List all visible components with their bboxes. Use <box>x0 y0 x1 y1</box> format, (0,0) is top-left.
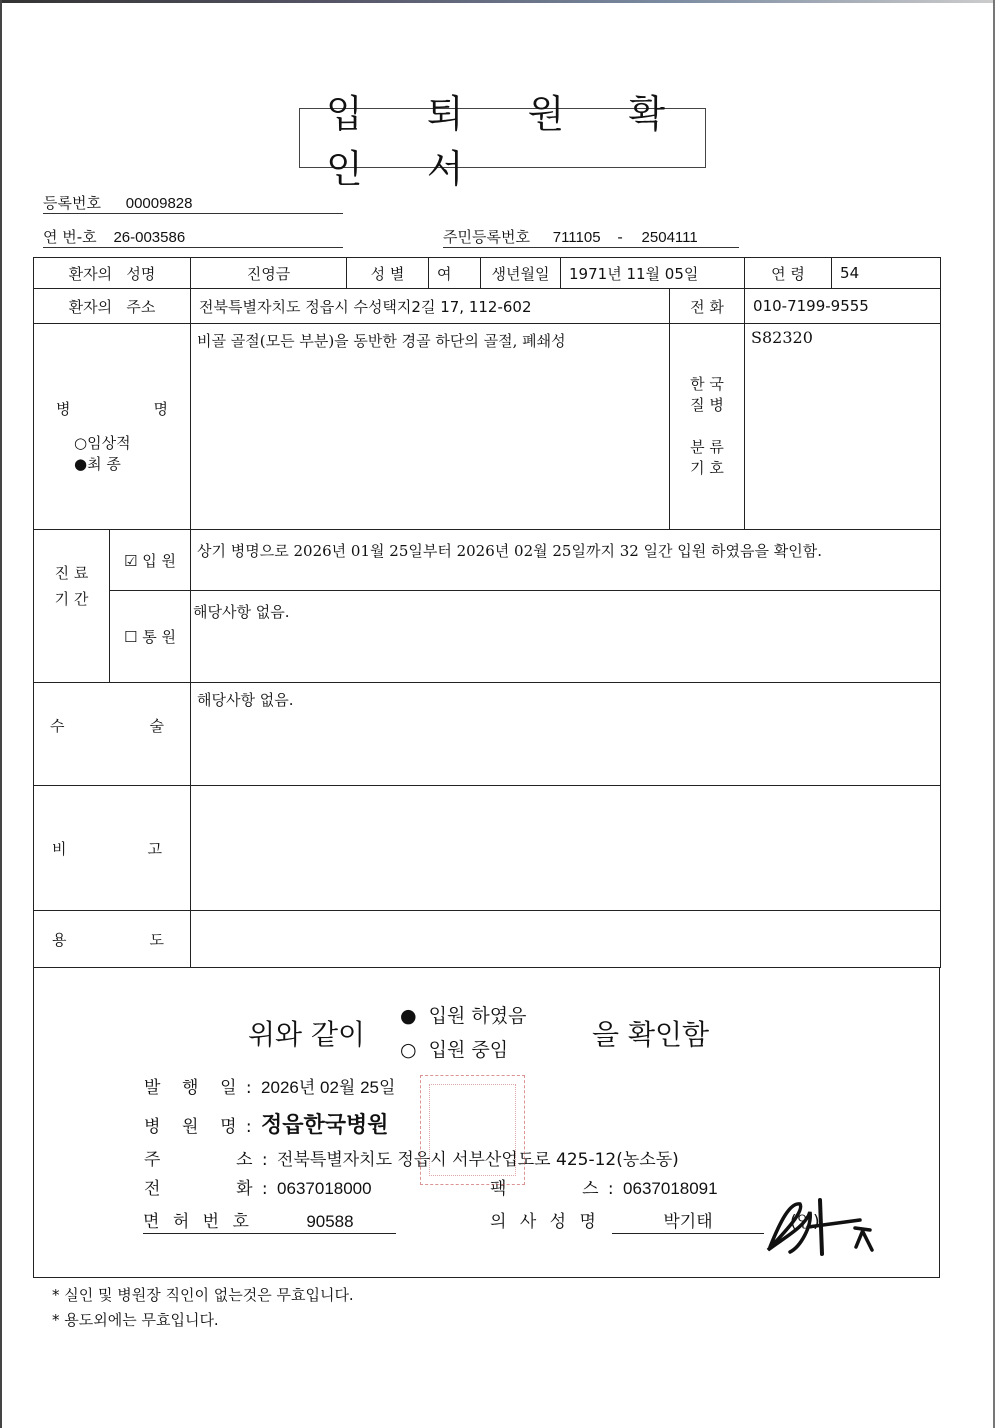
seal-mark: (인) <box>790 1212 820 1232</box>
hospital-fax-row: 팩 스 : 0637018091 <box>490 1179 718 1199</box>
hospital-address-row: 주 소 : 전북특별자치도 정읍시 서부산업도로 425-12(농소동) <box>144 1150 679 1170</box>
kcd-label-line: 질 병 <box>690 396 724 414</box>
remarks-row <box>34 786 941 911</box>
registration-number-row <box>43 192 343 214</box>
surgery-text: 해당사항 없음. <box>191 683 941 786</box>
patient-name-label: 환자의 성명 <box>34 258 191 289</box>
resident-number-row <box>443 226 739 248</box>
hospital-phone-row: 전 화 : 0637018000 <box>144 1179 372 1199</box>
license-value: 90588 <box>306 1212 354 1231</box>
dob-value: 1971년 11월 05일 <box>561 258 745 289</box>
issue-date-row: 발 행 일 : 2026년 02월 25일 <box>144 1078 396 1098</box>
diagnosis-row <box>34 324 941 530</box>
remarks-label: 비 고 <box>34 786 191 911</box>
radio-empty-icon: ○ <box>74 434 88 452</box>
doctor-name: 박기태 <box>612 1207 764 1234</box>
hospital-phone-value: 0637018000 <box>277 1179 372 1198</box>
hospital-fax-value: 0637018091 <box>623 1179 718 1198</box>
patient-address-label: 환자의 주소 <box>34 289 191 324</box>
hospital-label: 병 원 명 <box>144 1117 237 1137</box>
inpatient-text: 상기 병명으로 2026년 01월 25일부터 2026년 02월 25일까지 32 일간 입원 하였음을 확인함. <box>191 530 941 591</box>
inpatient-checkbox[interactable]: ☑ 입 원 <box>110 530 191 591</box>
resident-number-back: 2504111 <box>641 229 698 246</box>
outpatient-text: 해당사항 없음. <box>191 591 941 683</box>
confirmation-prefix: 위와 같이 <box>248 1018 366 1051</box>
purpose-text <box>191 911 941 968</box>
patient-name-value: 진영금 <box>191 258 347 289</box>
treatment-period-label-line2: 기 간 <box>54 590 89 608</box>
issue-date-label: 발 행 일 <box>144 1078 237 1098</box>
doctor-label: 의 사 성 명 <box>490 1212 600 1232</box>
radio-empty-icon: ○ <box>400 1039 417 1061</box>
radio-filled-icon: ● <box>74 455 88 473</box>
kcd-code: S82320 <box>745 324 941 530</box>
age-value: 54 <box>832 258 941 289</box>
checkbox-checked-icon: ☑ <box>124 551 138 570</box>
hospital-phone-label: 전 화 <box>144 1179 253 1199</box>
document-title: 입 퇴 원 확 인 서 <box>299 108 706 168</box>
license-label: 면 허 번 호 <box>143 1212 253 1232</box>
hospital-seal-stamp <box>420 1075 525 1185</box>
sex-label: 성 별 <box>347 258 429 289</box>
treatment-period-label-line1: 진 료 <box>54 564 89 582</box>
serial-number-value: 26-003586 <box>113 229 186 246</box>
issue-date-value: 2026년 02월 25일 <box>261 1078 396 1097</box>
patient-form-table <box>33 257 941 968</box>
footnote-2: * 용도외에는 무효입니다. <box>52 1311 219 1329</box>
registration-number-value: 00009828 <box>125 195 193 212</box>
surgery-label: 수 술 <box>34 683 191 786</box>
hospital-address-label: 주 소 <box>144 1150 253 1170</box>
doctor-signature <box>760 1192 880 1262</box>
surgery-row <box>34 683 941 786</box>
serial-number-label: 연 번-호 <box>43 228 97 246</box>
radio-filled-icon: ● <box>400 1005 417 1027</box>
phone-label: 전 화 <box>670 289 745 324</box>
outpatient-checkbox[interactable]: ☐ 통 원 <box>110 591 191 683</box>
diagnosis-label-cell <box>34 324 191 530</box>
diagnosis-option-final[interactable]: ●최 종 <box>74 455 121 473</box>
diagnosis-text: 비골 골절(모든 부분)을 동반한 경골 하단의 골절, 폐쇄성 <box>191 324 670 530</box>
serial-number-row <box>43 226 343 248</box>
diagnosis-label-left: 병 <box>56 400 71 418</box>
resident-number-separator: - <box>617 228 623 246</box>
patient-address-row <box>34 289 941 324</box>
outpatient-row <box>34 591 941 683</box>
hospital-row: 병 원 명 : 정읍한국병원 <box>144 1113 389 1138</box>
kcd-label <box>670 324 745 530</box>
hospital-fax-label: 팩 스 <box>490 1179 599 1199</box>
registration-number-label: 등록번호 <box>43 194 101 212</box>
checkbox-empty-icon: ☐ <box>124 628 138 646</box>
kcd-label-line: 한 국 <box>690 375 724 393</box>
dob-label: 생년월일 <box>481 258 561 289</box>
patient-name-row <box>34 258 941 289</box>
resident-number-front: 711105 <box>552 229 601 246</box>
purpose-row <box>34 911 941 968</box>
inpatient-row <box>34 530 941 591</box>
scan-edge-top <box>0 0 995 3</box>
patient-address-value: 전북특별자치도 정읍시 수성택지2길 17, 112-602 <box>191 289 670 324</box>
sex-value: 여 <box>429 258 481 289</box>
footnote-1: * 실인 및 병원장 직인이 없는것은 무효입니다. <box>52 1286 354 1304</box>
confirmation-option-done[interactable]: ● 입원 하였음 <box>400 1005 527 1027</box>
confirmation-option-ongoing[interactable]: ○ 입원 중임 <box>400 1039 509 1061</box>
age-label: 연 령 <box>745 258 832 289</box>
license-row <box>143 1207 396 1234</box>
hospital-address-value: 전북특별자치도 정읍시 서부산업도로 425-12(농소동) <box>277 1150 679 1170</box>
kcd-label-line: 기 호 <box>690 459 724 477</box>
confirmation-suffix: 을 확인함 <box>592 1018 710 1051</box>
diagnosis-label-right: 명 <box>153 400 169 418</box>
phone-value: 010-7199-9555 <box>745 289 941 324</box>
scan-edge-left <box>0 0 2 1428</box>
remarks-text <box>191 786 941 911</box>
resident-number-label: 주민등록번호 <box>443 228 530 246</box>
diagnosis-option-clinical[interactable]: ○임상적 <box>74 434 131 452</box>
treatment-period-label <box>34 530 110 683</box>
hospital-name: 정읍한국병원 <box>261 1113 389 1138</box>
purpose-label: 용 도 <box>34 911 191 968</box>
kcd-label-line: 분 류 <box>690 438 724 456</box>
